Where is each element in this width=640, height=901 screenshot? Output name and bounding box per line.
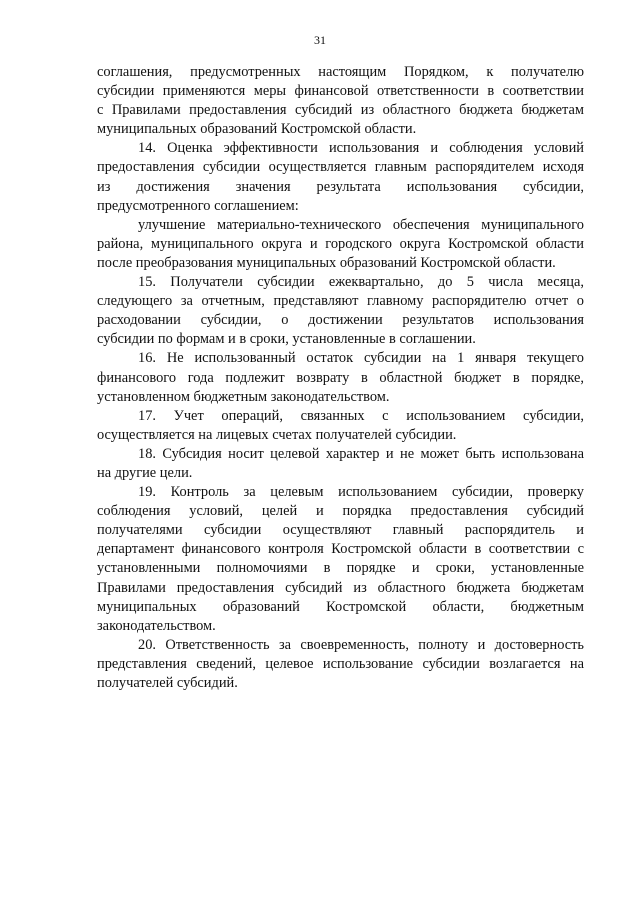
text-line: Правилами предоставления субсидий из областного бюджета бюджетам: [97, 579, 584, 596]
text-line: 19. Контроль за целевым использованием субсидии, проверку: [138, 484, 584, 501]
text-line: 16. Не использованный остаток субсидии на 1 января текущего: [138, 350, 584, 367]
paragraph-17: [97, 407, 584, 445]
text-line: 15. Получатели субсидии ежеквартально, до 5 числа месяца,: [138, 274, 584, 291]
text-line: предоставления субсидии осуществляется главным распорядителем исходя: [97, 159, 584, 176]
text-line: после преобразования муниципальных образований Костромской области.: [97, 254, 556, 271]
text-line: муниципальных образований Костромской области.: [97, 121, 417, 138]
text-line: на другие цели.: [97, 464, 193, 481]
text-line: представления сведений, целевое использование субсидии возлагается на: [97, 655, 584, 672]
text-line: субсидии применяются меры финансовой ответственности в соответствии: [97, 83, 584, 100]
text-line: соблюдения условий, целей и порядка предоставления субсидий: [97, 503, 584, 520]
text-line: с Правилами предоставления субсидий из областного бюджета бюджетам: [97, 102, 584, 119]
text-line: 14. Оценка эффективности использования и соблюдения условий: [138, 140, 584, 157]
text-line: субсидии по формам и в сроки, установленные в соглашении.: [97, 331, 476, 348]
text-line: расходовании субсидии, о достижении результатов использования: [97, 312, 584, 329]
paragraph-16: [97, 349, 584, 406]
paragraph-15: [97, 273, 584, 349]
text-line: установленными полномочиями в порядке и сроки, установленные: [97, 560, 584, 577]
text-line: муниципальных образований Костромской области, бюджетным: [97, 598, 584, 615]
text-line: законодательством.: [97, 617, 216, 634]
text-line: предусмотренного соглашением:: [97, 197, 299, 214]
text-line: соглашения, предусмотренных настоящим Порядком, к получателю: [97, 64, 584, 80]
text-line: департамент финансового контроля Костромской области в соответствии с: [97, 541, 584, 558]
paragraph-result-description: [97, 216, 584, 273]
paragraph-continuation: [97, 63, 584, 139]
text-line: получателями субсидии осуществляют главный распорядитель и: [97, 522, 584, 539]
document-body: [97, 63, 584, 693]
text-line: получателей субсидий.: [97, 675, 238, 691]
text-line: 17. Учет операций, связанных с использованием субсидии,: [138, 407, 584, 424]
paragraph-20: [97, 636, 584, 693]
text-line: улучшение материально-технического обеспечения муниципального: [138, 216, 584, 233]
paragraph-18: [97, 445, 584, 483]
text-line: района, муниципального округа и городского округа Костромской области: [97, 235, 584, 252]
text-line: 20. Ответственность за своевременность, полноту и достоверность: [138, 636, 584, 653]
text-line: следующего за отчетным, представляют главному распорядителю отчет о: [97, 293, 584, 310]
text-line: из достижения значения результата использования субсидии,: [97, 178, 584, 195]
text-line: установленном бюджетным законодательством.: [97, 388, 390, 405]
paragraph-19: [97, 483, 584, 636]
page-number: 31: [314, 33, 326, 47]
text-line: осуществляется на лицевых счетах получателей субсидии.: [97, 426, 457, 443]
text-line: финансового года подлежит возврату в областной бюджет в порядке,: [97, 369, 584, 386]
text-line: 18. Субсидия носит целевой характер и не может быть использована: [138, 445, 584, 462]
paragraph-14: [97, 139, 584, 215]
